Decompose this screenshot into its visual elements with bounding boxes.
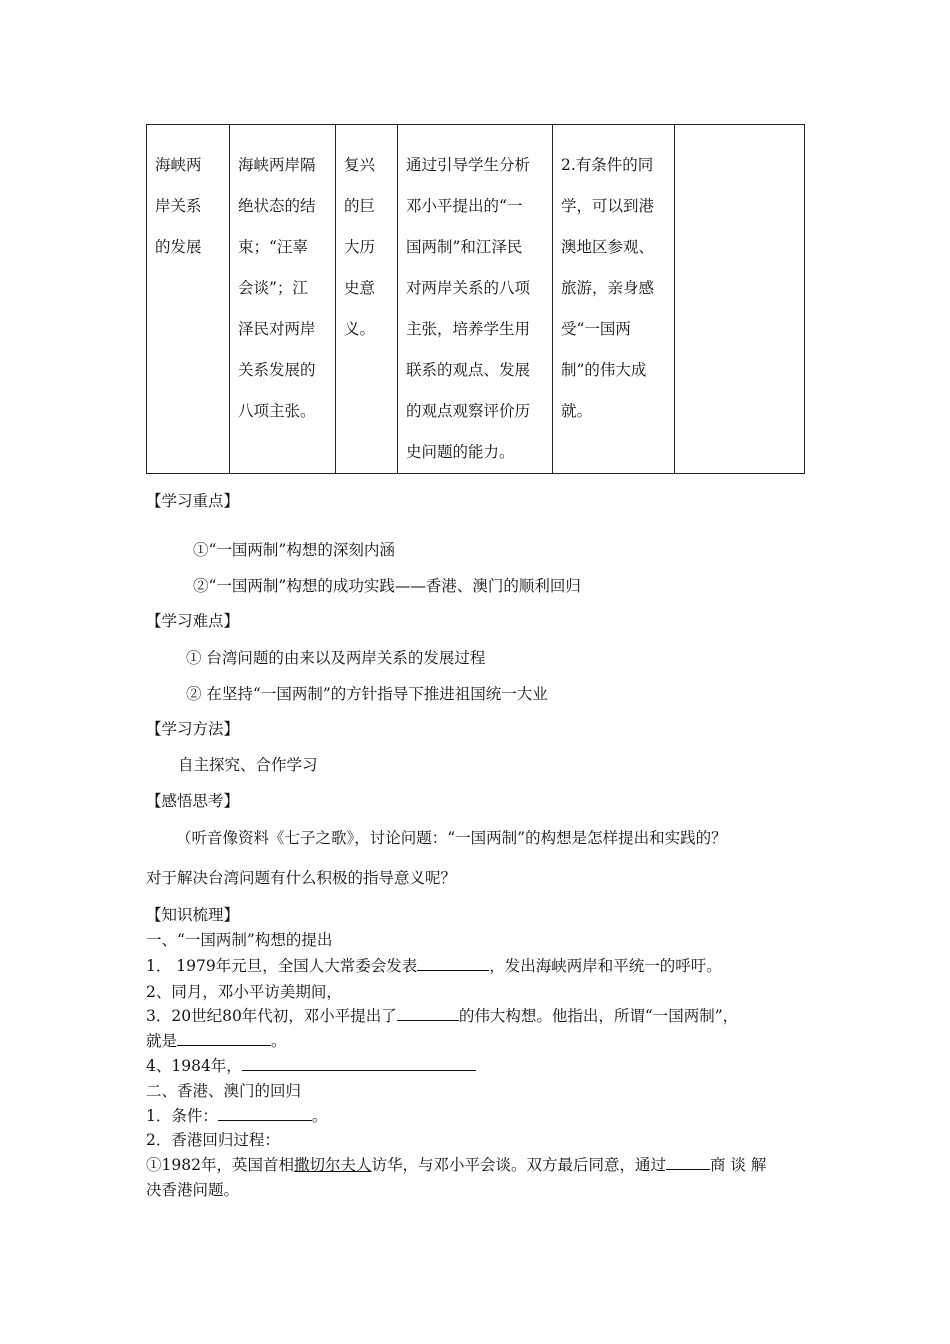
- underlined-name: 撒切尔夫人: [293, 1156, 372, 1174]
- reflection-question: （听音像资料《七子之歌》，讨论问题：“一国两制”的构想是怎样提出和实践的？: [176, 829, 727, 847]
- hk-text-tail: 商 谈 解: [709, 1156, 767, 1174]
- item-4-text: 4、1984年，: [146, 1057, 242, 1075]
- item-3-text-end: 就是: [146, 1032, 178, 1050]
- focus-item: ②“一国两制”构想的成功实践——香港、澳门的顺利回归: [193, 577, 581, 595]
- cond-text: 1．条件：: [146, 1107, 218, 1125]
- item-4: [146, 1054, 476, 1076]
- item-1: [146, 954, 722, 976]
- item-3-text: 3．20世纪80年代初，邓小平提出了: [146, 1007, 397, 1025]
- item-1-text-cont: ，发出海峡两岸和平统一的呼吁。: [489, 957, 722, 975]
- fill-blank[interactable]: [666, 1155, 710, 1170]
- focus-item: ①“一国两制”构想的深刻内涵: [193, 541, 395, 559]
- table-cell-significance: [336, 125, 398, 474]
- fill-blank[interactable]: [218, 1106, 312, 1121]
- fill-blank[interactable]: [397, 1006, 459, 1021]
- table-cell-topic: [147, 125, 230, 474]
- cond-item: [146, 1104, 327, 1126]
- item-2: 2、同月，邓小平访美期间，: [146, 983, 342, 1001]
- hk-process-title: 2．香港回归过程：: [146, 1131, 280, 1149]
- cell-text: 通过引导学生分析 邓小平提出的“一 国两制”和江泽民 对两岸关系的八项 主张，培养学生用 联系的观点、发展 的观点观察评价历 史问题的能力。: [406, 156, 531, 461]
- item-3-period: 。: [271, 1032, 287, 1050]
- table-cell-activity: [553, 125, 675, 474]
- item-1-text: 1． 1979年元旦，全国人大常委会发表: [146, 957, 418, 975]
- difficulty-item: ① 台湾问题的由来以及两岸关系的发展过程: [186, 649, 486, 667]
- hk-text: ①1982年，英国首相: [146, 1156, 294, 1174]
- hk-text-cont: 访华，与邓小平会谈。双方最后同意，通过: [371, 1156, 666, 1174]
- method-text: 自主探究、合作学习: [178, 756, 318, 774]
- cell-text: 复兴 的巨 大历 史意 义。: [344, 156, 376, 338]
- fill-blank[interactable]: [177, 1031, 271, 1046]
- table-cell-content: [230, 125, 336, 474]
- fill-blank[interactable]: [242, 1056, 476, 1071]
- cond-period: 。: [311, 1107, 328, 1125]
- reflection-heading: 【感悟思考】: [146, 792, 240, 810]
- difficulty-item: ② 在坚持“一国两制”的方针指导下推进祖国统一大业: [186, 685, 548, 703]
- method-heading: 【学习方法】: [146, 720, 240, 738]
- fill-blank[interactable]: [417, 956, 489, 971]
- table-cell-empty: [675, 125, 805, 474]
- cell-text: 海峡两岸隔 绝状态的结 束；“汪辜 会谈”；江 泽民对两岸 关系发展的 八项主张。: [238, 156, 316, 420]
- lesson-table: [146, 124, 805, 474]
- reflection-question-cont: 对于解决台湾问题有什么积极的指导意义呢？: [146, 869, 457, 887]
- part2-title: 二、香港、澳门的回归: [146, 1082, 302, 1100]
- hk-process-item-cont: 决香港问题。: [146, 1181, 240, 1199]
- cell-text: 海峡两 岸关系 的发展: [155, 156, 202, 256]
- difficulty-heading: 【学习难点】: [146, 612, 240, 630]
- cell-text: 2.有条件的同 学，可以到港 澳地区参观、 旅游，亲身感 受“一国两 制”的伟大成 就。: [561, 156, 655, 420]
- item-3-text-cont: 的伟大构想。他指出，所谓“一国两制”，: [458, 1007, 739, 1025]
- hk-process-item: [146, 1153, 766, 1175]
- item-3: [146, 1004, 738, 1026]
- table-cell-goal: [398, 125, 553, 474]
- focus-heading: 【学习重点】: [146, 492, 240, 510]
- table-row: [147, 125, 805, 474]
- knowledge-heading: 【知识梳理】: [146, 906, 240, 924]
- part1-title: 一、“一国两制”构想的提出: [146, 931, 333, 949]
- item-3-line2: [146, 1029, 287, 1051]
